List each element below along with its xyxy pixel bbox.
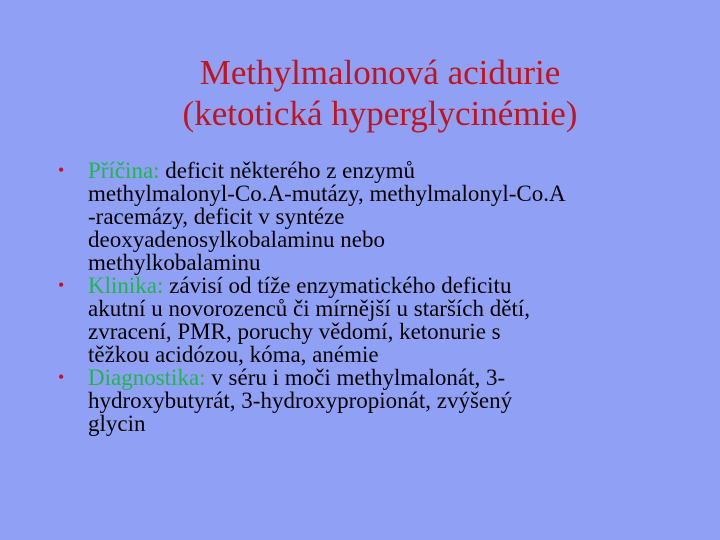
bullet-dot-icon: • <box>58 367 65 387</box>
bullet-label: Klinika: <box>88 273 164 298</box>
slide-title-line-2: (ketotická hyperglycinémie) <box>182 94 578 133</box>
bullet-item-diagnostika <box>58 366 698 435</box>
bullet-dot-icon: • <box>58 160 65 180</box>
bullet-list <box>58 159 698 435</box>
slide-title <box>100 52 660 134</box>
bullet-body: závisí od tíže enzymatického deficitu akutní u novorozenců či mírnější u starších dětí, zvracení, PMR, poruchy vědomí, ketonurie s těžkou acidózou, kóma, anémie <box>88 273 530 367</box>
bullet-item-klinika <box>58 274 698 366</box>
bullet-content <box>88 365 512 436</box>
bullet-content <box>88 158 566 275</box>
slide-title-line-1: Methylmalonová acidurie <box>199 53 561 92</box>
bullet-label: Příčina: <box>88 158 160 183</box>
bullet-item-pricina <box>58 159 698 274</box>
bullet-label: Diagnostika: <box>88 365 206 390</box>
bullet-dot-icon: • <box>58 275 65 295</box>
bullet-content <box>88 273 530 367</box>
bullet-body: deficit některého z enzymů methylmalonyl-Co.A-mutázy, methylmalonyl-Co.A -racemázy, deficit v syntéze deoxyadenosylkobalaminu nebo methylkobalaminu <box>88 158 566 275</box>
bullet-body: v séru i moči methylmalonát, 3- hydroxybutyrát, 3-hydroxypropionát, zvýšený glycin <box>88 365 513 436</box>
